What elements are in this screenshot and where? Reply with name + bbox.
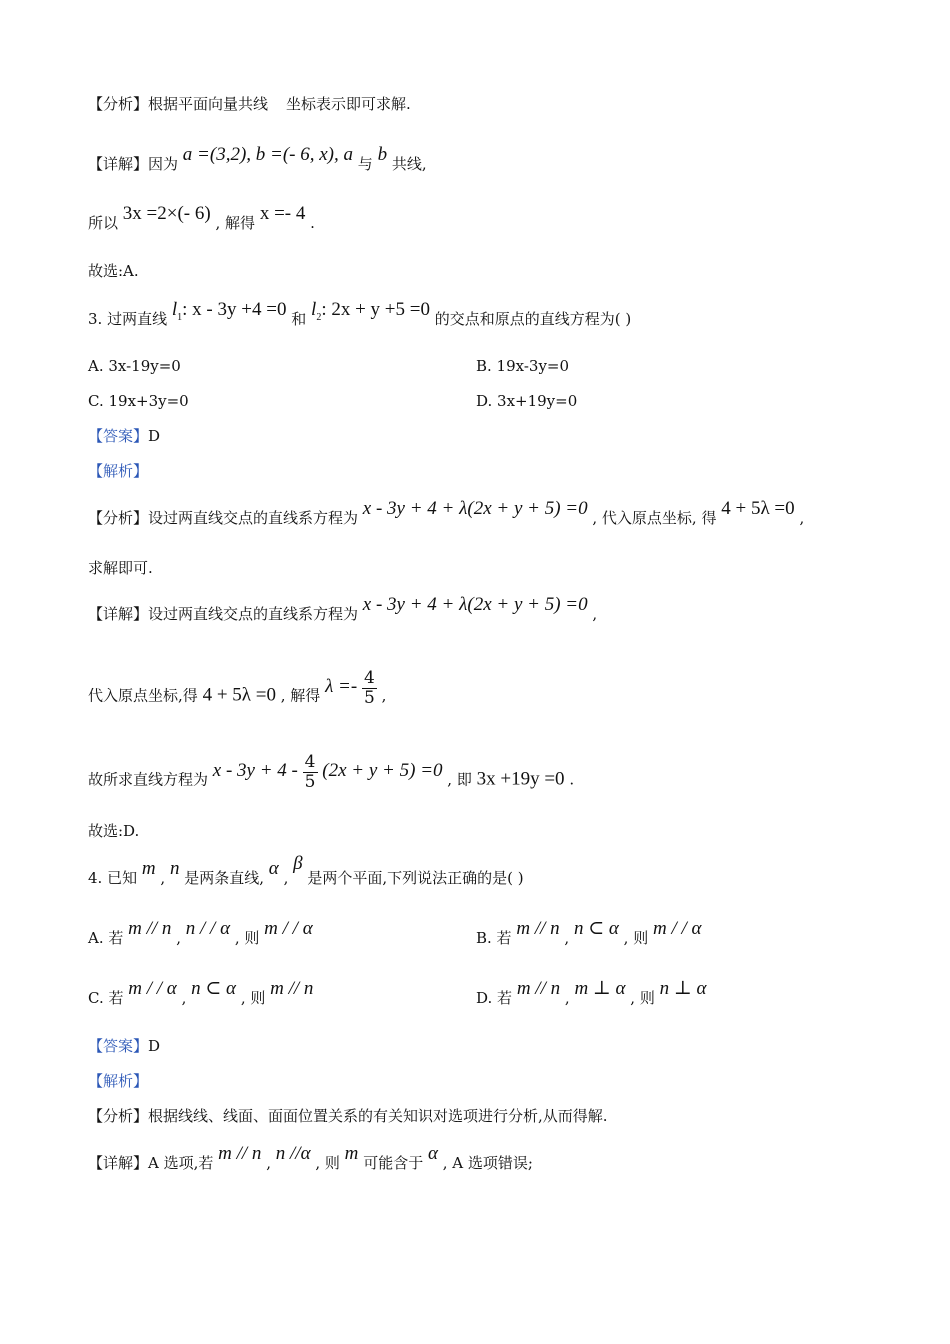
math: n ⊂ α (573, 918, 619, 939)
math-equation: 3x =2×(- 6) (122, 203, 211, 224)
math-n: n (169, 858, 180, 879)
math-origin-eq: 4 + 5λ =0 (202, 684, 276, 706)
math: m / / α (128, 978, 177, 999)
text: 故选:D. (88, 822, 140, 840)
text: 的交点和原点的直线方程为( ) (434, 310, 632, 328)
text: . (310, 214, 315, 232)
text: , 则 (315, 1154, 340, 1172)
text: 是两个平面,下列说法正确的是( ) (307, 869, 524, 887)
detail-q4 (88, 1143, 533, 1173)
math-origin-eq: 4 + 5λ =0 (721, 498, 795, 519)
math-solution: x =- 4 (259, 203, 306, 224)
math-result-a: x - 3y + 4 - (212, 759, 298, 781)
analysis-q3-cont (88, 558, 153, 578)
math-line-system: x - 3y + 4 + λ(2x + y + 5) =0 (362, 498, 588, 519)
option-d-q3 (476, 391, 577, 411)
text: 故选:A. (88, 262, 139, 280)
question-4 (88, 853, 524, 888)
numerator: 4 (364, 668, 375, 688)
text: , A 选项错误; (442, 1154, 533, 1172)
text: , (381, 686, 387, 705)
jiexi-tag: 【解析】 (88, 462, 149, 480)
answer-q4 (88, 1036, 160, 1056)
text: . (569, 770, 575, 789)
answer-tag: 【答案】 (88, 1037, 149, 1055)
text: , 则 (630, 989, 655, 1007)
text: , (160, 869, 166, 887)
text: 3. 过两直线 (88, 310, 168, 328)
question-3 (88, 299, 632, 337)
answer-value: D (148, 427, 161, 445)
denominator: 5 (364, 688, 375, 708)
text: , (176, 929, 181, 947)
math-sub: 1 (177, 311, 183, 323)
text: 坐标表示即可求解. (286, 95, 411, 113)
option-b-q4 (476, 918, 702, 948)
text: 和 (291, 310, 307, 328)
text: 所以 (88, 214, 119, 232)
fraction (303, 753, 318, 792)
text: , 解得 (280, 686, 321, 705)
math-m: m (344, 1143, 359, 1164)
text: , (266, 1154, 271, 1172)
result-q3 (88, 752, 575, 800)
detail-q3 (88, 594, 598, 624)
math-final: 3x +19y =0 (476, 768, 565, 790)
math-line2: : 2x + y +5 =0 (321, 299, 430, 320)
text: 【详解】因为 (88, 155, 179, 173)
text: D. 若 (476, 989, 513, 1007)
text: D. 3x+19y=0 (476, 392, 578, 410)
analysis-line-q2 (88, 94, 411, 114)
math: m // n (516, 978, 561, 999)
math: n ⊥ α (659, 978, 707, 999)
text: , 解得 (215, 214, 256, 232)
text: , (283, 869, 289, 887)
denominator: 5 (304, 772, 316, 792)
substitute-q3 (88, 668, 387, 716)
choose-line-q2 (88, 261, 139, 281)
text: 【分析】根据线线、线面、面面位置关系的有关知识对选项进行分析,从而得解. (88, 1107, 608, 1125)
math-line1: : x - 3y +4 =0 (182, 299, 287, 320)
math-m: m (141, 858, 156, 879)
text: , (564, 929, 570, 947)
text: , (181, 989, 187, 1007)
math: m // n (218, 1143, 262, 1164)
option-a-q4 (88, 918, 313, 948)
text: 代入原点坐标,得 (88, 686, 198, 705)
text: C. 19x+3y=0 (88, 392, 189, 410)
math-result-b: (2x + y + 5) =0 (322, 759, 443, 781)
text: B. 若 (476, 929, 512, 947)
text: , (564, 989, 570, 1007)
math-alpha: α (427, 1143, 438, 1164)
math: m // n (128, 918, 172, 939)
math: m // n (270, 978, 314, 999)
math: m ⊥ α (574, 978, 626, 999)
math-l: l (311, 299, 317, 320)
option-d-q4 (476, 978, 707, 1008)
jiexi-q3 (88, 461, 148, 481)
analysis-q4 (88, 1106, 608, 1126)
text: C. 若 (88, 989, 124, 1007)
option-b-q3 (476, 356, 569, 376)
answer-q3 (88, 426, 160, 446)
analysis-q3 (88, 498, 805, 528)
text: 【分析】根据平面向量共线 (88, 95, 269, 113)
text: B. 19x-3y=0 (476, 357, 570, 375)
math-alpha: α (268, 858, 279, 879)
choose-q3 (88, 821, 139, 841)
option-a-q3 (88, 356, 181, 376)
text: 与 (357, 155, 373, 173)
text: , 代入原点坐标, 得 (592, 509, 717, 527)
math: m / / α (652, 918, 702, 939)
text: 是两条直线, (184, 869, 265, 887)
math-sub: 2 (316, 311, 322, 323)
text: 4. 已知 (88, 869, 138, 887)
text: , 则 (240, 989, 266, 1007)
text: 可能含于 (363, 1154, 424, 1172)
text: 故所求直线方程为 (88, 770, 209, 789)
math-line-system: x - 3y + 4 + λ(2x + y + 5) =0 (362, 594, 588, 615)
math-b: b (377, 144, 388, 165)
math: m / / α (264, 918, 313, 939)
text: , (799, 509, 805, 527)
text: , 则 (234, 929, 260, 947)
text: , 则 (623, 929, 649, 947)
text: , 即 (447, 770, 472, 789)
answer-value: D (148, 1037, 161, 1055)
text: , (592, 605, 598, 623)
fraction (362, 669, 377, 708)
text: 【详解】A 选项,若 (88, 1154, 214, 1172)
jiexi-q4 (88, 1071, 148, 1091)
text: 求解即可. (88, 559, 153, 577)
math-beta: β (293, 853, 303, 874)
text: A. 若 (88, 929, 124, 947)
math: n / / α (185, 918, 231, 939)
math-lambda: λ =- (325, 675, 358, 697)
text: 【详解】设过两直线交点的直线系方程为 (88, 605, 359, 623)
math: n ⊂ α (191, 978, 237, 999)
jiexi-tag: 【解析】 (88, 1072, 149, 1090)
text: 【分析】设过两直线交点的直线系方程为 (88, 509, 359, 527)
detail-line-q2 (88, 144, 427, 174)
math: m // n (516, 918, 560, 939)
math-vectors: a =(3,2), b =(- 6, x), a (182, 144, 354, 165)
answer-tag: 【答案】 (88, 427, 149, 445)
numerator: 4 (304, 752, 316, 772)
text: A. 3x-19y=0 (88, 357, 181, 375)
math-l: l (171, 299, 178, 320)
text: 共线, (391, 155, 427, 173)
math: n //α (275, 1143, 311, 1164)
option-c-q3 (88, 391, 189, 411)
option-c-q4 (88, 978, 314, 1008)
so-line-q2 (88, 203, 315, 233)
